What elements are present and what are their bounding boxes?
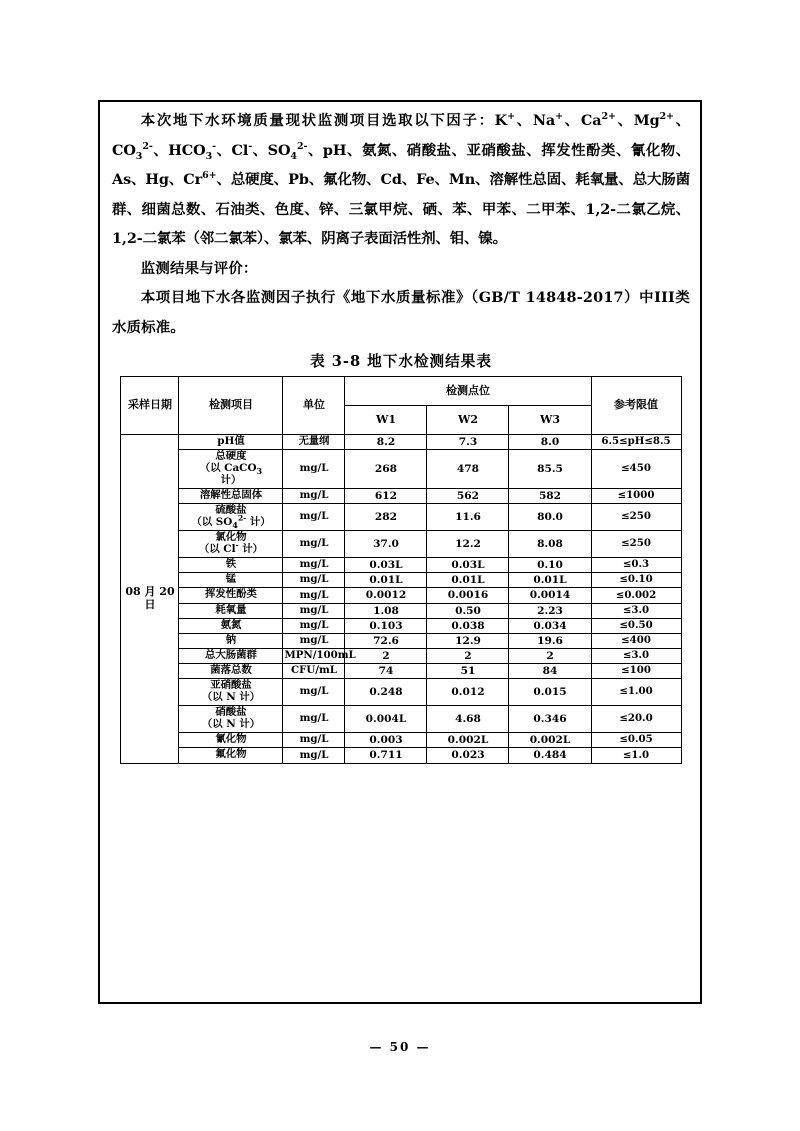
cell-test-item: 总硬度 （以 CaCO$_3$ 计） bbox=[179, 450, 283, 489]
cell-unit: mg/L bbox=[283, 748, 345, 763]
cell-value-w2: 0.01L bbox=[427, 573, 509, 588]
table-row bbox=[121, 649, 681, 664]
table-row bbox=[121, 748, 681, 763]
cell-unit: mg/L bbox=[283, 603, 345, 618]
table-title: 表 3-8 地下水检测结果表 bbox=[310, 353, 492, 370]
cell-value-w1: 0.103 bbox=[345, 618, 427, 633]
table-row bbox=[121, 603, 681, 618]
table-body bbox=[121, 435, 681, 764]
table-row bbox=[121, 633, 681, 648]
groundwater-results-table bbox=[120, 376, 681, 764]
cell-test-item: 菌落总数 bbox=[179, 664, 283, 679]
cell-reference-limit: ≤1000 bbox=[591, 489, 681, 504]
cell-value-w3: 2 bbox=[509, 649, 591, 664]
cell-unit: mg/L bbox=[283, 450, 345, 489]
table-row bbox=[121, 706, 681, 733]
cell-value-w3: 0.484 bbox=[509, 748, 591, 763]
cell-unit: mg/L bbox=[283, 504, 345, 531]
cell-value-w2: 11.6 bbox=[427, 504, 509, 531]
cell-value-w1: 74 bbox=[345, 664, 427, 679]
cell-value-w2: 0.023 bbox=[427, 748, 509, 763]
paragraph-standard-reference: 本项目地下水各监测因子执行《地下水质量标准》（GB/T 14848-2017）中III类水质标准。 bbox=[112, 289, 690, 336]
cell-value-w2: 0.002L bbox=[427, 733, 509, 748]
header-sample-date: 采样日期 bbox=[121, 377, 179, 435]
cell-sample-date: 08 月 20 日 bbox=[121, 435, 179, 764]
cell-test-item: 氨氮 bbox=[179, 618, 283, 633]
cell-value-w2: 4.68 bbox=[427, 706, 509, 733]
cell-value-w3: 80.0 bbox=[509, 504, 591, 531]
header-test-item: 检测项目 bbox=[179, 377, 283, 435]
cell-unit: mg/L bbox=[283, 679, 345, 706]
cell-unit: mg/L bbox=[283, 588, 345, 603]
cell-value-w3: 19.6 bbox=[509, 633, 591, 648]
cell-value-w3: 582 bbox=[509, 489, 591, 504]
header-point-w1: W1 bbox=[345, 406, 427, 435]
header-unit: 单位 bbox=[283, 377, 345, 435]
page-border-right bbox=[700, 100, 702, 1004]
cell-value-w3: 0.0014 bbox=[509, 588, 591, 603]
cell-value-w1: 8.2 bbox=[345, 435, 427, 450]
cell-unit: mg/L bbox=[283, 531, 345, 558]
cell-unit: mg/L bbox=[283, 618, 345, 633]
header-point-w2: W2 bbox=[427, 406, 509, 435]
cell-test-item: 铁 bbox=[179, 558, 283, 573]
cell-value-w2: 12.2 bbox=[427, 531, 509, 558]
cell-value-w1: 0.711 bbox=[345, 748, 427, 763]
cell-unit: mg/L bbox=[283, 733, 345, 748]
table-row bbox=[121, 558, 681, 573]
cell-reference-limit: ≤0.002 bbox=[591, 588, 681, 603]
cell-value-w2: 2 bbox=[427, 649, 509, 664]
cell-value-w1: 72.6 bbox=[345, 633, 427, 648]
cell-value-w1: 0.0012 bbox=[345, 588, 427, 603]
cell-reference-limit: ≤100 bbox=[591, 664, 681, 679]
cell-reference-limit: ≤20.0 bbox=[591, 706, 681, 733]
cell-value-w3: 0.346 bbox=[509, 706, 591, 733]
cell-reference-limit: ≤400 bbox=[591, 633, 681, 648]
cell-value-w3: 0.015 bbox=[509, 679, 591, 706]
cell-value-w1: 0.01L bbox=[345, 573, 427, 588]
table-row bbox=[121, 573, 681, 588]
table-row bbox=[121, 450, 681, 489]
cell-value-w1: 612 bbox=[345, 489, 427, 504]
table-row bbox=[121, 504, 681, 531]
page-number: — 50 — bbox=[369, 1040, 431, 1054]
cell-value-w3: 0.002L bbox=[509, 733, 591, 748]
paragraph-monitoring-factors: 本次地下水环境质量现状监测项目选取以下因子：K+、Na+、$Ca^{2+}$、$Mg^{2+}$、$CO_3^{2-}$、$HCO_3^-$、Cl-、$SO_4^{2-}$、pH、氨氮、硝酸盐、亚硝酸盐、挥发性酚类、氰化物、As、Hg、$Cr^{6+}$、总硬度、Pb、氟化物、Cd、Fe、Mn、溶解性总固、耗氧量、总大肠菌群、细菌总数、石油类、色度、锌、三氯甲烷、硒、苯、甲苯、二甲苯、1,2-二氯乙烷、1,2-二氯苯（邻二氯苯）、氯苯、阴离子表面活性剂、钼、镍。 bbox=[112, 111, 691, 247]
cell-unit: mg/L bbox=[283, 558, 345, 573]
cell-test-item: 耗氧量 bbox=[179, 603, 283, 618]
cell-test-item: 氰化物 bbox=[179, 733, 283, 748]
cell-value-w2: 0.0016 bbox=[427, 588, 509, 603]
cell-value-w2: 7.3 bbox=[427, 435, 509, 450]
page-content bbox=[112, 106, 690, 764]
cell-unit: mg/L bbox=[283, 573, 345, 588]
cell-value-w2: 478 bbox=[427, 450, 509, 489]
cell-value-w3: 8.08 bbox=[509, 531, 591, 558]
cell-reference-limit: ≤0.50 bbox=[591, 618, 681, 633]
cell-value-w3: 0.01L bbox=[509, 573, 591, 588]
header-point-w3: W3 bbox=[509, 406, 591, 435]
cell-value-w1: 282 bbox=[345, 504, 427, 531]
cell-reference-limit: ≤0.05 bbox=[591, 733, 681, 748]
cell-test-item: 钠 bbox=[179, 633, 283, 648]
header-monitor-points: 检测点位 bbox=[345, 377, 591, 406]
table-row bbox=[121, 588, 681, 603]
cell-value-w1: 0.003 bbox=[345, 733, 427, 748]
cell-unit: 无量纲 bbox=[283, 435, 345, 450]
cell-value-w2: 562 bbox=[427, 489, 509, 504]
cell-value-w3: 2.23 bbox=[509, 603, 591, 618]
cell-test-item: 亚硝酸盐 （以 N 计） bbox=[179, 679, 283, 706]
cell-unit: mg/L bbox=[283, 489, 345, 504]
cell-value-w3: 84 bbox=[509, 664, 591, 679]
cell-test-item: 溶解性总固体 bbox=[179, 489, 283, 504]
cell-value-w3: 85.5 bbox=[509, 450, 591, 489]
cell-unit: mg/L bbox=[283, 633, 345, 648]
table-row bbox=[121, 664, 681, 679]
cell-value-w2: 12.9 bbox=[427, 633, 509, 648]
cell-value-w2: 0.03L bbox=[427, 558, 509, 573]
table-row bbox=[121, 679, 681, 706]
cell-test-item: 锰 bbox=[179, 573, 283, 588]
cell-value-w2: 0.50 bbox=[427, 603, 509, 618]
table-row bbox=[121, 618, 681, 633]
cell-reference-limit: ≤0.3 bbox=[591, 558, 681, 573]
cell-value-w3: 0.034 bbox=[509, 618, 591, 633]
table-row bbox=[121, 489, 681, 504]
cell-reference-limit: ≤450 bbox=[591, 450, 681, 489]
cell-test-item: pH值 bbox=[179, 435, 283, 450]
cell-reference-limit: ≤250 bbox=[591, 504, 681, 531]
cell-test-item: 硝酸盐 （以 N 计） bbox=[179, 706, 283, 733]
cell-value-w1: 37.0 bbox=[345, 531, 427, 558]
cell-reference-limit: ≤1.00 bbox=[591, 679, 681, 706]
paragraph-result-heading: 监测结果与评价： bbox=[140, 259, 258, 277]
cell-reference-limit: ≤1.0 bbox=[591, 748, 681, 763]
cell-value-w3: 8.0 bbox=[509, 435, 591, 450]
cell-value-w1: 0.004L bbox=[345, 706, 427, 733]
table-row bbox=[121, 435, 681, 450]
cell-value-w1: 1.08 bbox=[345, 603, 427, 618]
cell-value-w2: 51 bbox=[427, 664, 509, 679]
cell-value-w3: 0.10 bbox=[509, 558, 591, 573]
header-reference-limit: 参考限值 bbox=[591, 377, 681, 435]
cell-unit: MPN/100mL bbox=[283, 649, 345, 664]
cell-value-w1: 0.03L bbox=[345, 558, 427, 573]
table-row bbox=[121, 733, 681, 748]
cell-test-item: 硫酸盐 （以 $SO_4^{2-}$ 计） bbox=[179, 504, 283, 531]
cell-test-item: 挥发性酚类 bbox=[179, 588, 283, 603]
cell-reference-limit: ≤0.10 bbox=[591, 573, 681, 588]
cell-test-item: 氟化物 bbox=[179, 748, 283, 763]
cell-value-w2: 0.038 bbox=[427, 618, 509, 633]
cell-test-item: 氯化物 （以 Cl- 计） bbox=[179, 531, 283, 558]
cell-value-w1: 2 bbox=[345, 649, 427, 664]
cell-unit: CFU/mL bbox=[283, 664, 345, 679]
cell-reference-limit: ≤250 bbox=[591, 531, 681, 558]
table-row bbox=[121, 531, 681, 558]
cell-reference-limit: 6.5≤pH≤8.5 bbox=[591, 435, 681, 450]
cell-reference-limit: ≤3.0 bbox=[591, 603, 681, 618]
cell-test-item: 总大肠菌群 bbox=[179, 649, 283, 664]
cell-value-w1: 0.248 bbox=[345, 679, 427, 706]
cell-reference-limit: ≤3.0 bbox=[591, 649, 681, 664]
cell-unit: mg/L bbox=[283, 706, 345, 733]
table-header-row-top bbox=[121, 377, 681, 406]
cell-value-w2: 0.012 bbox=[427, 679, 509, 706]
cell-value-w1: 268 bbox=[345, 450, 427, 489]
